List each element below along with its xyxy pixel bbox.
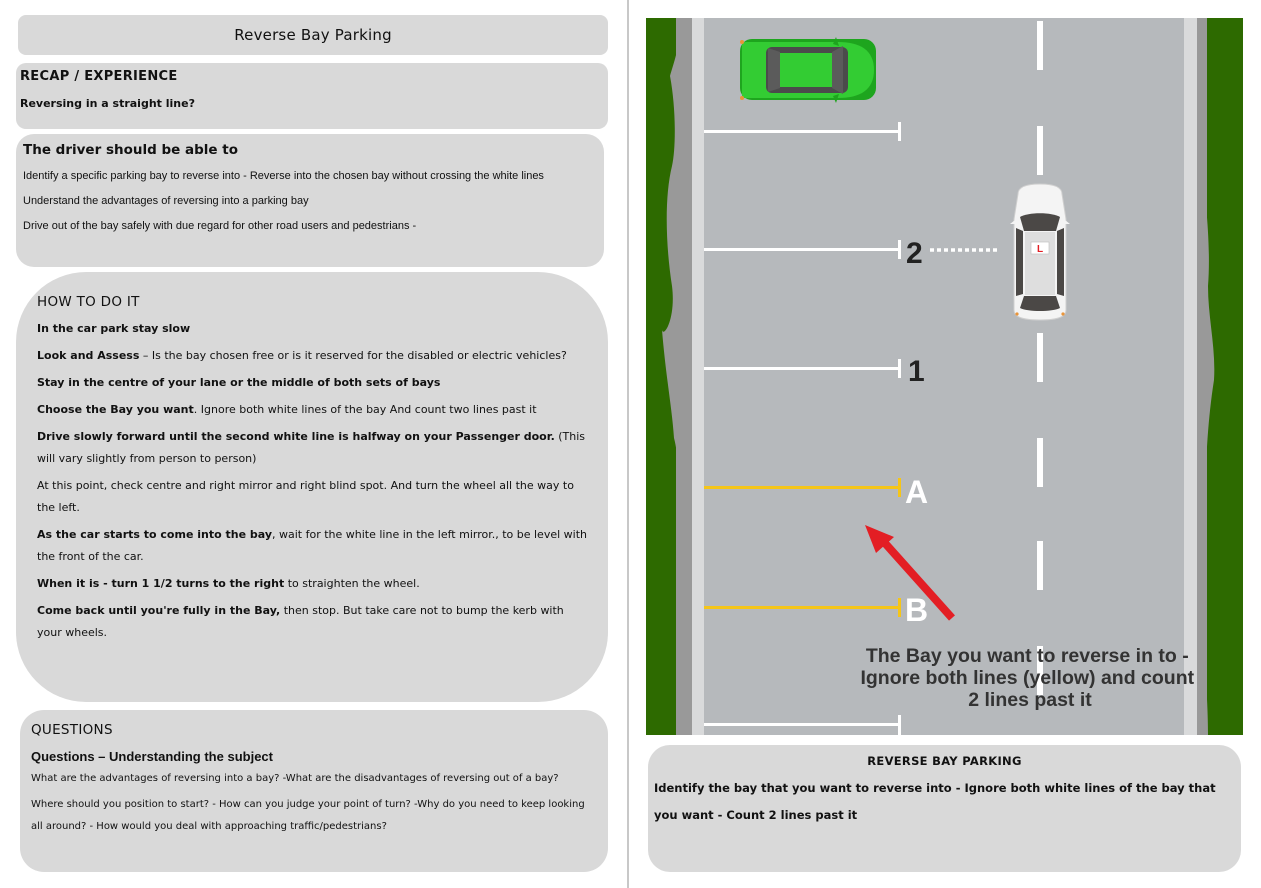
step-bold-text: Drive slowly forward until the second white line is halfway on your Passenger door. — [37, 430, 555, 443]
step-bold-text: Come back until you're fully in the Bay, — [37, 604, 281, 617]
how-to-heading: HOW TO DO IT — [37, 294, 140, 310]
road-surface — [704, 18, 1184, 735]
left-verge-strip — [676, 18, 692, 735]
recap-heading: RECAP / EXPERIENCE — [20, 69, 178, 84]
step-bold-text: When it is - turn 1 1/2 turns to the right — [37, 577, 285, 590]
step-text: then stop. But take care not to bump the kerb with your wheels. — [37, 604, 564, 639]
step-bold-text: Look and Assess — [37, 349, 140, 362]
objectives-section — [16, 134, 604, 267]
summary-section — [648, 745, 1241, 872]
questions-subheading: Questions – Understanding the subject — [31, 749, 273, 764]
right-verge-strip — [1197, 18, 1207, 735]
recap-section — [16, 63, 608, 129]
learner-car-icon — [1010, 184, 1070, 320]
objectives-heading: The driver should be able to — [23, 142, 238, 158]
questions-section — [20, 710, 608, 872]
bay-line-label-1: 1 — [908, 355, 925, 388]
how-to-step — [37, 318, 588, 340]
questions-heading: QUESTIONS — [31, 722, 113, 738]
how-to-step — [37, 345, 588, 367]
summary-text: Identify the bay that you want to reverse into - Ignore both white lines of the bay that you want - Count 2 lines past it — [654, 781, 1216, 822]
step-bold-text: In the car park stay slow — [37, 322, 191, 335]
page-title: Reverse Bay Parking — [234, 26, 392, 44]
page-divider — [627, 0, 629, 888]
how-to-step — [37, 426, 588, 470]
diagram-caption-line: The Bay you want to reverse in to - — [865, 645, 1189, 667]
car-park-diagram — [646, 18, 1243, 735]
parked-car-icon — [740, 37, 876, 103]
left-kerb — [692, 18, 704, 735]
how-to-steps — [37, 318, 588, 644]
diagram-caption-line: 2 lines past it — [968, 689, 1092, 711]
centre-dash — [1037, 333, 1043, 382]
question-line: What are the advantages of reversing into a bay? -What are the disadvantages of reversing out of a bay? — [31, 773, 559, 784]
step-text: . Ignore both white lines of the bay And count two lines past it — [193, 403, 537, 416]
how-to-step — [37, 600, 588, 644]
bay-label-b: B — [905, 592, 929, 628]
how-to-step — [37, 399, 588, 421]
summary-heading: REVERSE BAY PARKING — [867, 754, 1022, 768]
recap-text: Reversing in a straight line? — [20, 97, 195, 110]
step-bold-text: As the car starts to come into the bay — [37, 528, 272, 541]
car-park-svg — [646, 18, 1243, 735]
learner-plate-letter: L — [1036, 244, 1044, 255]
how-to-step — [37, 573, 588, 595]
step-text: At this point, check centre and right mirror and right blind spot. And turn the wheel all the way to the left. — [37, 479, 574, 514]
how-to-section — [16, 272, 608, 702]
question-line: Where should you position to start? - How can you judge your point of turn? -Why do you need to keep looking all around? - How would you deal with approaching traffic/pedestrians? — [31, 799, 585, 832]
centre-dash — [1037, 126, 1043, 175]
page-title-box — [18, 15, 608, 55]
step-bold-text: Stay in the centre of your lane or the middle of both sets of bays — [37, 376, 441, 389]
right-kerb — [1184, 18, 1197, 735]
centre-dash — [1037, 21, 1043, 70]
step-text: – Is the bay chosen free or is it reserved for the disabled or electric vehicles? — [139, 349, 567, 362]
objective-item: Understand the advantages of reversing into a parking bay — [23, 195, 309, 207]
diagram-caption-line: Ignore both lines (yellow) and count — [860, 667, 1195, 689]
how-to-step — [37, 475, 588, 519]
step-text: , wait for the white line in the left mirror., to be level with the front of the car. — [37, 528, 587, 563]
how-to-step — [37, 524, 588, 568]
step-text: to straighten the wheel. — [284, 577, 420, 590]
how-to-step — [37, 372, 588, 394]
bay-label-a: A — [905, 474, 929, 510]
objective-item: Identify a specific parking bay to reverse into - Reverse into the chosen bay without crossing the white lines — [23, 170, 544, 182]
objective-item: Drive out of the bay safely with due regard for other road users and pedestrians - — [23, 220, 417, 232]
centre-dash — [1037, 438, 1043, 487]
step-text: (This will vary slightly from person to person) — [37, 430, 586, 465]
centre-dash — [1037, 541, 1043, 590]
step-bold-text: Choose the Bay you want — [37, 403, 194, 416]
bay-line-label-2: 2 — [906, 237, 923, 270]
